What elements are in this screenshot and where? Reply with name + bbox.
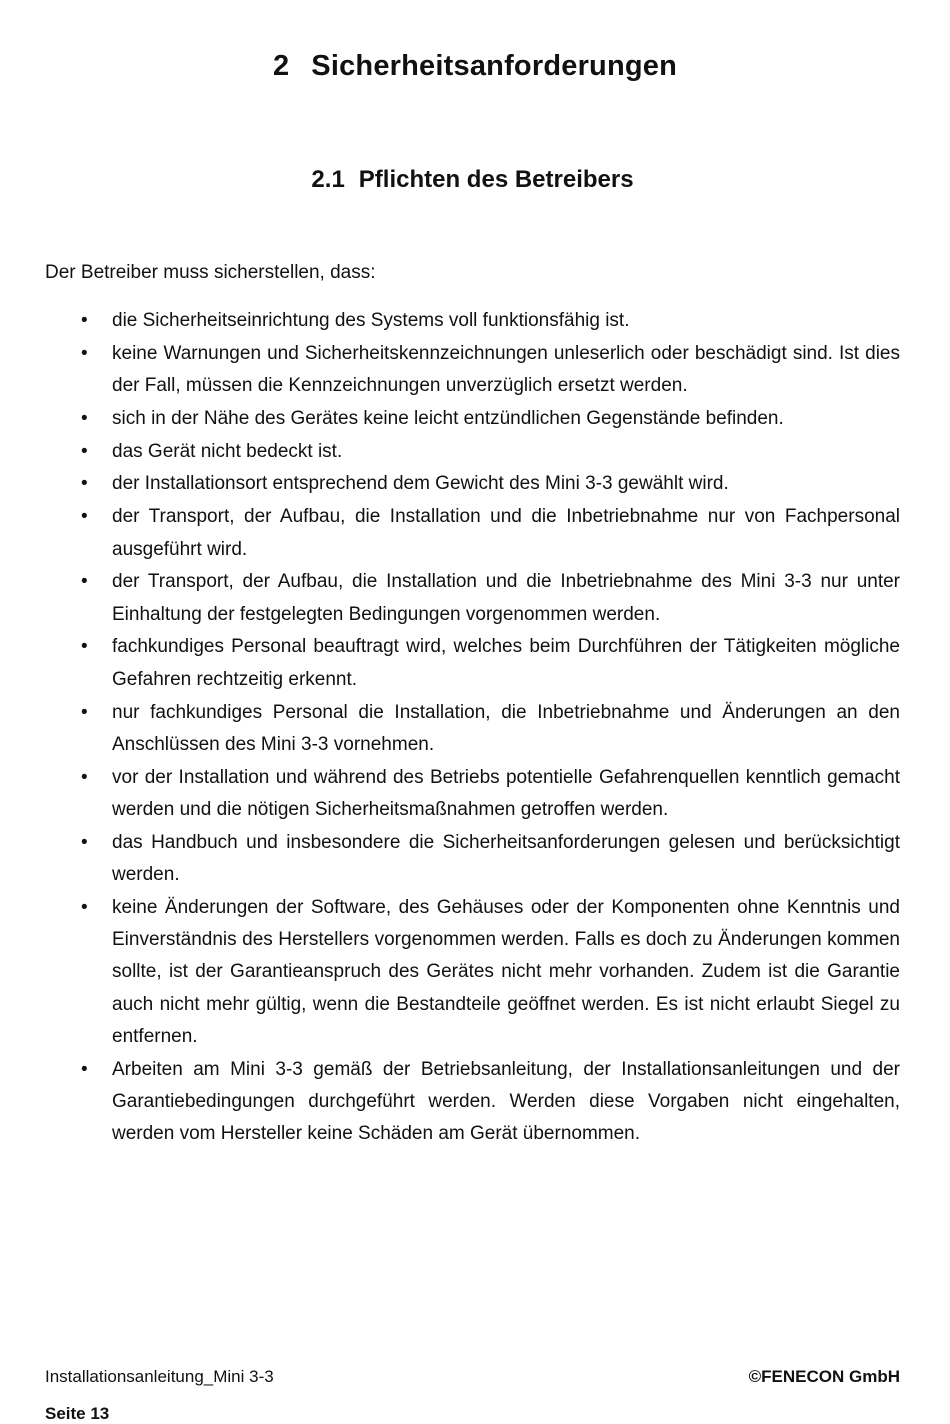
- list-item-text: nur fachkundiges Personal die Installation, die Inbetriebnahme und Änderungen an den Anschlüssen des Mini 3-3 vornehmen.: [112, 701, 900, 755]
- bullet-icon: •: [81, 440, 88, 462]
- list-item-text: das Handbuch und insbesondere die Sicherheitsanforderungen gelesen und berücksichtigt werden.: [112, 831, 900, 886]
- list-item: [45, 338, 900, 403]
- bullet-icon: •: [81, 506, 88, 528]
- bullet-icon: •: [81, 701, 88, 723]
- bullet-icon: •: [81, 473, 88, 495]
- list-item-text: der Transport, der Aufbau, die Installation und die Inbetriebnahme nur von Fachpersonal ausgeführt wird.: [112, 506, 900, 560]
- list-item-text: fachkundiges Personal beauftragt wird, welches beim Durchführen der Tätigkeiten mögliche Gefahren rechtzeitig erkennt.: [112, 636, 900, 690]
- bullet-icon: •: [81, 407, 88, 429]
- list-item-text: keine Warnungen und Sicherheitskennzeichnungen unleserlich oder beschädigt sind. Ist dies der Fall, müssen die Kennzeichnungen unverzüglich ersetzt werden.: [112, 342, 900, 397]
- list-item: [45, 501, 900, 566]
- list-item: [45, 1054, 900, 1151]
- section-title: Pflichten des Betreibers: [358, 166, 634, 193]
- bullet-icon: •: [81, 636, 88, 658]
- bullet-icon: •: [81, 571, 88, 593]
- list-item-text: Arbeiten am Mini 3-3 gemäß der Betriebsanleitung, der Installationsanleitungen und der Garantiebedingungen durchgeführt werden. Werden diese Vorgaben nicht eingehalten, werden vom Hersteller keine Schäden am Gerät übernommen.: [112, 1058, 900, 1145]
- footer-page-number: Seite 13: [45, 1404, 110, 1423]
- list-item: [45, 468, 900, 500]
- section-heading: [0, 166, 945, 194]
- intro-paragraph: Der Betreiber muss sicherstellen, dass:: [45, 262, 376, 283]
- list-item: [45, 566, 900, 631]
- list-item-text: das Gerät nicht bedeckt ist.: [112, 440, 343, 462]
- list-item: [45, 305, 900, 337]
- bullet-icon: •: [81, 1058, 88, 1080]
- footer-copyright: ©FENECON GmbH: [748, 1367, 900, 1386]
- list-item: [45, 631, 900, 696]
- list-item-text: der Transport, der Aufbau, die Installation und die Inbetriebnahme des Mini 3-3 nur unter Einhaltung der festgelegten Bedingungen vorgenommen werden.: [112, 571, 900, 625]
- list-item: [45, 892, 900, 1053]
- bullet-icon: •: [81, 766, 88, 788]
- footer-document-name: Installationsanleitung_Mini 3-3: [45, 1367, 274, 1386]
- list-item: [45, 697, 900, 762]
- list-item-text: keine Änderungen der Software, des Gehäuses oder der Komponenten ohne Kenntnis und Einverständnis des Herstellers vorgenommen werden. Falls es doch zu Änderungen kommen sollte, ist der Garantieanspruch des Gerätes nicht mehr vorhanden. Zudem ist die Garantie auch nicht mehr gültig, wenn die Bestandteile geöffnet werden. Es ist nicht erlaubt Siegel zu entfernen.: [112, 896, 900, 1048]
- list-item-text: vor der Installation und während des Betriebs potentielle Gefahrenquellen kenntlich gemacht werden und die nötigen Sicherheitsmaßnahmen getroffen werden.: [112, 766, 900, 820]
- bullet-icon: •: [81, 896, 88, 918]
- bullet-icon: •: [81, 310, 88, 331]
- list-item: [45, 436, 900, 468]
- chapter-title: Sicherheitsanforderungen: [311, 50, 678, 82]
- duties-list: [45, 305, 900, 1151]
- list-item: [45, 827, 900, 892]
- list-item-text: sich in der Nähe des Gerätes keine leicht entzündlichen Gegenstände befinden.: [112, 407, 784, 429]
- list-item-text: die Sicherheitseinrichtung des Systems voll funktionsfähig ist.: [112, 310, 630, 331]
- section-number: 2.1: [311, 166, 345, 193]
- bullet-icon: •: [81, 342, 88, 364]
- chapter-heading: [0, 50, 950, 83]
- list-item: [45, 762, 900, 827]
- bullet-icon: •: [81, 831, 88, 853]
- list-item-text: der Installationsort entsprechend dem Gewicht des Mini 3-3 gewählt wird.: [112, 473, 729, 495]
- chapter-number: 2: [272, 50, 290, 82]
- list-item: [45, 403, 900, 435]
